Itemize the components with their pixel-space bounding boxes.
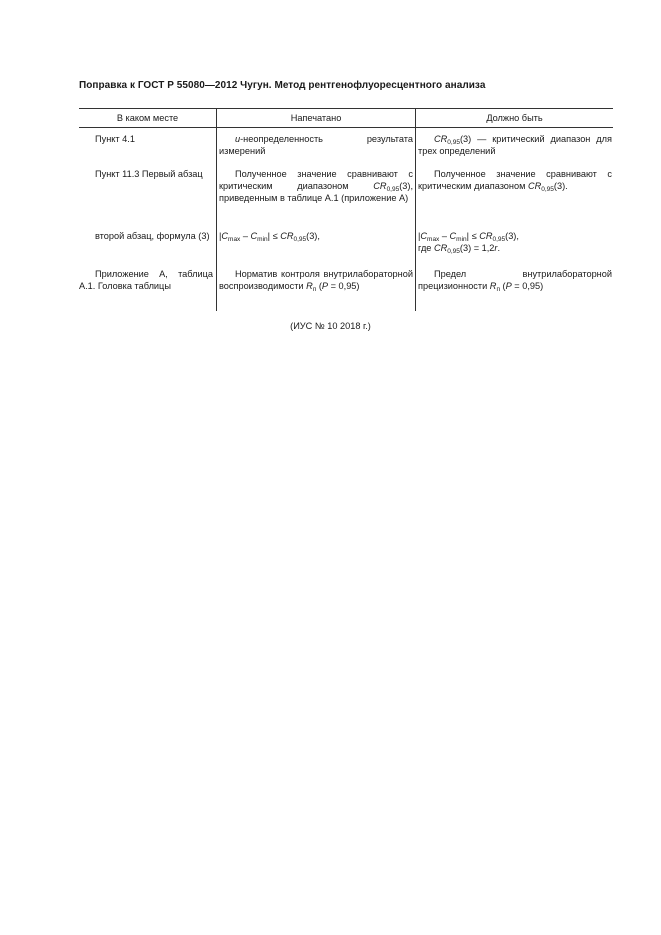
footer-source: (ИУС № 10 2018 г.) xyxy=(290,321,371,331)
row1-place: Пункт 4.1 xyxy=(95,134,135,144)
row2-place: Пункт 11.3 Первый абзац xyxy=(95,169,203,179)
document-title: Поправка к ГОСТ Р 55080—2012 Чугун. Метод рентгенофлуоресцентного анализа xyxy=(79,80,486,91)
row4-place: Приложение А, таблица А.1. Головка таблицы xyxy=(79,269,213,291)
row1-should-be: $CR_{0,95}(3)$ — критический диапазон для трех определений xyxy=(418,134,612,156)
table-top-rule xyxy=(79,108,613,109)
row2-printed: Полученное значение сравнивают с критическим диапазоном $CR_{0,95}(3)$, приведенным в таблице А.1 (приложение А) xyxy=(219,169,413,203)
header-place: В каком месте xyxy=(116,113,179,123)
column-divider-2 xyxy=(415,108,416,311)
row3-place: второй абзац, формула (3) xyxy=(95,231,210,241)
row3-should-be: $|C_{max} - C_{min}| \le CR_{0,95}(3)$, где $CR_{0,95}(3) = 1,2r$. xyxy=(418,231,519,255)
header-printed: Напечатано xyxy=(290,113,342,123)
header-should-be: Должно быть xyxy=(486,113,543,123)
column-divider-1 xyxy=(216,108,217,311)
row4-printed: Норматив контроля внутрилабораторной воспроизводимости $R_п$ (P = 0,95) xyxy=(219,269,413,293)
row4-should-be: Предел внутрилабораторной прецизионности $R_п$ (P = 0,95) xyxy=(418,269,612,293)
row2-should-be: Полученное значение сравнивают с критическим диапазоном $CR_{0,95}(3)$. xyxy=(418,169,612,193)
row3-printed: $|C_{max} - C_{min}| \le CR_{0,95}(3)$, xyxy=(219,231,320,243)
table-header-rule xyxy=(79,127,613,128)
row1-printed: u-неопределенность результата измерений xyxy=(219,134,413,156)
